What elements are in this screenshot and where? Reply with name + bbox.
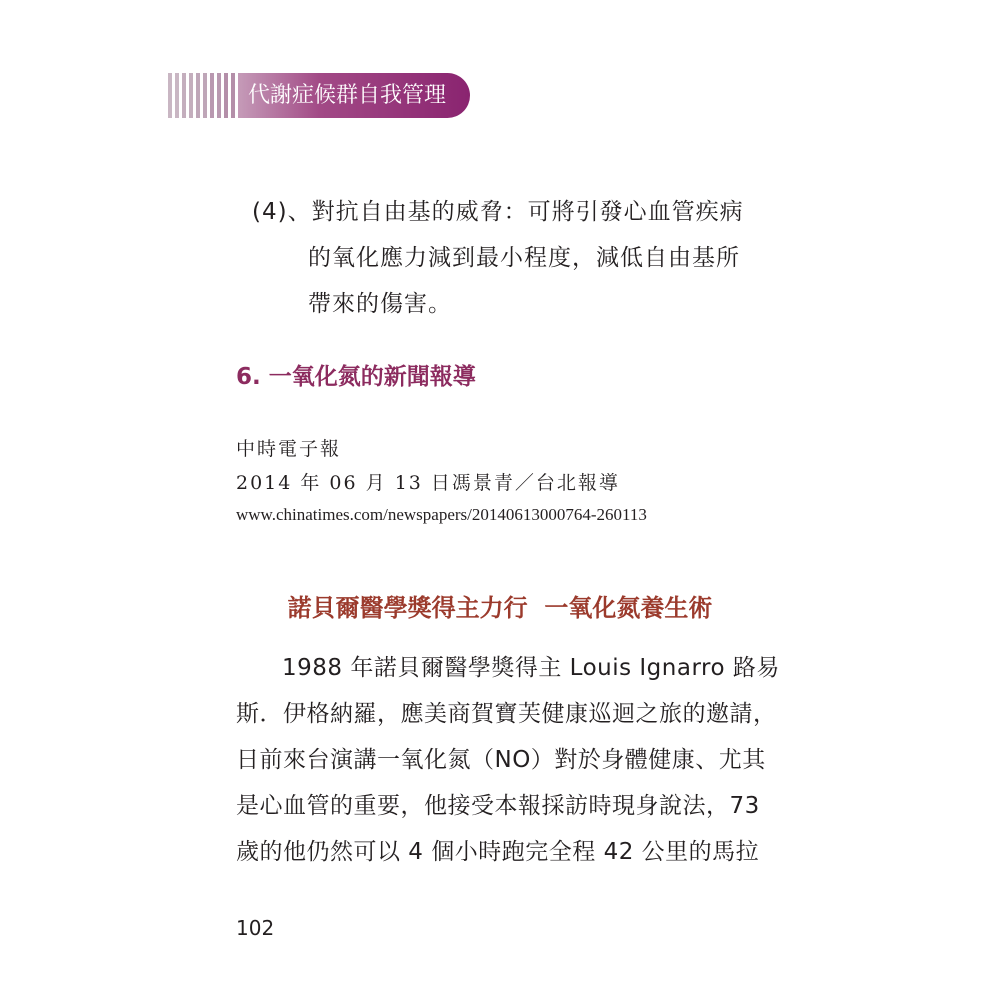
section-heading: 6. 一氧化氮的新聞報導 xyxy=(236,364,476,390)
list-line: (4)、對抗自由基的威脅：可將引發心血管疾病 xyxy=(252,199,744,225)
body-line: 斯．伊格納羅，應美商賀寶芙健康巡迴之旅的邀請， xyxy=(236,701,777,727)
stripe xyxy=(203,73,207,118)
body-line: 歲的他仍然可以 4 個小時跑完全程 42 公里的馬拉 xyxy=(236,839,760,865)
stripe xyxy=(175,73,179,118)
stripe xyxy=(217,73,221,118)
stripe xyxy=(224,73,228,118)
chapter-title: 代謝症候群自我管理 xyxy=(238,73,470,118)
dateline: 2014 年 06 月 13 日馮景青／台北報導 xyxy=(236,472,620,494)
stripe xyxy=(168,73,172,118)
list-line: 的氧化應力減到最小程度，減低自由基所 xyxy=(308,245,740,271)
article-title: 諾貝爾醫學獎得主力行 一氧化氮養生術 xyxy=(287,593,713,622)
page-number: 102 xyxy=(236,916,275,940)
news-source xyxy=(236,432,647,530)
body-line: 日前來台演講一氧化氮（NO）對於身體健康、尤其 xyxy=(236,747,766,773)
publication-name: 中時電子報 xyxy=(236,438,342,460)
body-line: 1988 年諾貝爾醫學獎得主 Louis Ignarro 路易 xyxy=(282,655,780,681)
stripe xyxy=(210,73,214,118)
stripe xyxy=(182,73,186,118)
header-decorative-stripes xyxy=(168,73,238,118)
source-url: www.chinatimes.com/newspapers/20140613000764-260113 xyxy=(236,505,647,524)
list-item-4 xyxy=(252,189,772,327)
article-body xyxy=(236,645,780,875)
stripe xyxy=(231,73,235,118)
stripe xyxy=(196,73,200,118)
body-line: 是心血管的重要，他接受本報採訪時現身說法，73 xyxy=(236,793,760,819)
list-line: 帶來的傷害。 xyxy=(308,291,452,317)
chapter-header xyxy=(168,73,470,118)
stripe xyxy=(189,73,193,118)
